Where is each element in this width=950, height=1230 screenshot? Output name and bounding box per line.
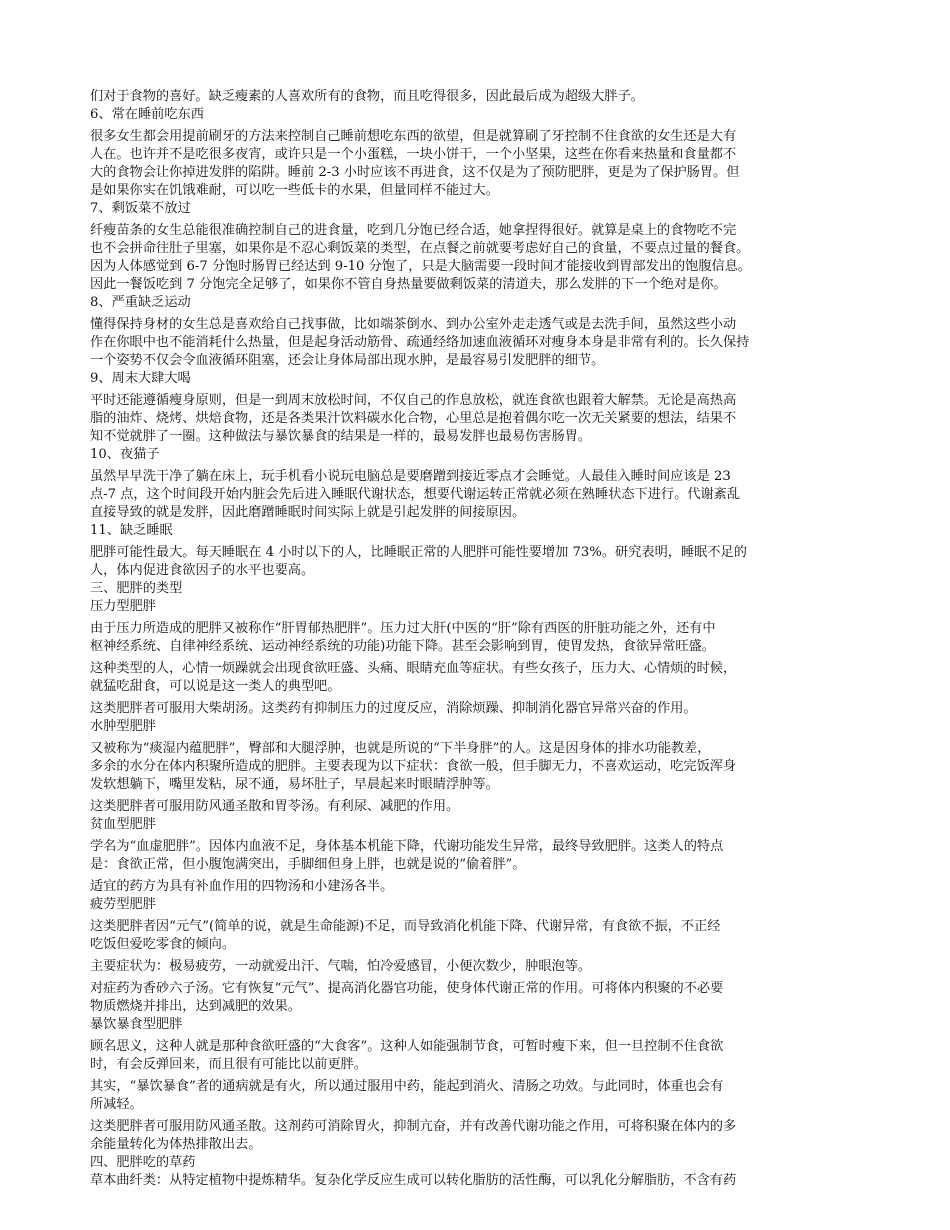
text-line: 大的食物会让你掉进发胖的陷阱。睡前 2-3 小时应该不再进食，这不仅是为了预防肥胖，更是为了保护肠胃。但 (90, 165, 740, 180)
text-line: 余能量转化为体热排散出去。 (90, 1137, 262, 1152)
text-line: 多余的水分在体内积聚所造成的肥胖。主要表现为以下症状：食欲一般，但手脚无力，不喜欢运动，吃完饭浑身 (90, 759, 737, 774)
text-line: 9、周末大肆大喝 (90, 371, 191, 386)
text-line: 就猛吃甜食，可以说是这一类人的典型吧。 (90, 679, 341, 694)
text-line: 纤瘦苗条的女生总能很准确控制自己的进食量，吃到几分饱已经合适，她拿捏得很好。就算是桌上的食物吃不完 (90, 223, 737, 238)
text-line: 暴饮暴食型肥胖 (90, 1017, 183, 1032)
text-line: 学名为“血虚肥胖”。因体内血液不足，身体基本机能下降，代谢功能发生异常，最终导致肥胖。这类人的特点 (90, 839, 724, 854)
text-line: 也不会拼命往肚子里塞，如果你是不忍心剩饭菜的类型，在点餐之前就要考虑好自己的食量，不要点过量的餐食。 (90, 241, 750, 256)
document-page (90, 88, 860, 1190)
text-line: 这种类型的人，心情一烦躁就会出现食欲旺盛、头痛、眼睛充血等症状。有些女孩子，压力大、心情烦的时候， (90, 661, 737, 676)
text-line: 脂的油炸、烧烤、烘焙食物，还是各类果汁饮料碳水化合物，心里总是抱着偶尔吃一次无关紧要的想法，结果不 (90, 411, 737, 426)
text-line: 懂得保持身材的女生总是喜欢给自己找事做，比如端茶倒水、到办公室外走走透气或是去洗手间，虽然这些小动 (90, 317, 737, 332)
text-line: 很多女生都会用提前刷牙的方法来控制自己睡前想吃东西的欲望，但是就算刷了牙控制不住食欲的女生还是大有 (90, 129, 737, 144)
text-line: 其实，“暴饮暴食”者的通病就是有火，所以通过服用中药，能起到消火、清肠之功效。与此同时，体重也会有 (90, 1079, 724, 1094)
text-line: 11、缺乏睡眠 (90, 523, 173, 538)
text-line: 6、常在睡前吃东西 (90, 107, 204, 122)
text-line: 平时还能遵循瘦身原则，但是一到周末放松时间，不仅自己的作息放松，就连食欲也跟着大解禁。无论是高热高 (90, 393, 737, 408)
text-line: 枢神经系统、自律神经系统、运动神经系统的功能)功能下降。甚至会影响到胃，使胃发热，食欲异常旺盛。 (90, 639, 715, 654)
text-line: 三、肥胖的类型 (90, 581, 183, 596)
text-line: 人，体内促进食欲因子的水平也要高。 (90, 563, 315, 578)
text-line: 7、剩饭菜不放过 (90, 201, 191, 216)
text-line: 这类肥胖者因“元气”(简单的说，就是生命能源)不足，而导致消化机能下降、代谢异常，有食欲不振，不正经 (90, 919, 721, 934)
text-line: 又被称为“痰湿内蕴肥胖”，臀部和大腿浮肿，也就是所说的“下半身胖”的人。这是因身体的排水功能教差， (90, 741, 711, 756)
text-line: 水肿型肥胖 (90, 719, 156, 734)
text-line: 由于压力所造成的肥胖又被称作“肝胃郁热肥胖”。压力过大肝(中医的“肝”除有西医的肝脏功能之外，还有中 (90, 621, 716, 636)
text-line: 知不觉就胖了一圈。这种做法与暴饮暴食的结果是一样的，最易发胖也最易伤害肠胃。 (90, 429, 592, 444)
text-line: 这类肥胖者可服用大柴胡汤。这类药有抑制压力的过度反应，消除烦躁、抑制消化器官异常兴奋的作用。 (90, 701, 697, 716)
text-line: 这类肥胖者可服用防风通圣散和胃苓汤。有利尿、减肥的作用。 (90, 799, 460, 814)
text-line: 点-7 点，这个时间段开始内脏会先后进入睡眠代谢状态，想要代谢运转正常就必须在熟睡状态下进行。代谢紊乱 (90, 487, 741, 502)
text-line: 这类肥胖者可服用防风通圣散。这剂药可消除胃火，抑制亢奋，并有改善代谢功能之作用，可将积聚在体内的多 (90, 1119, 737, 1134)
text-line: 物质燃烧并排出，达到减肥的效果。 (90, 999, 301, 1014)
text-line: 8、严重缺乏运动 (90, 295, 191, 310)
text-line: 疲劳型肥胖 (90, 897, 156, 912)
text-line: 四、肥胖吃的草药 (90, 1155, 196, 1170)
text-line: 适宜的药方为具有补血作用的四物汤和小建汤各半。 (90, 879, 394, 894)
text-line: 一个姿势不仅会令血液循环阻塞，还会让身体局部出现水肿，是最容易引发肥胖的细节。 (90, 353, 605, 368)
text-line: 10、夜猫子 (90, 447, 160, 462)
text-line: 发软想躺下，嘴里发粘，尿不通，易坏肚子，早晨起来时眼睛浮肿等。 (90, 777, 499, 792)
text-line: 所减轻。 (90, 1097, 143, 1112)
text-line: 贫血型肥胖 (90, 817, 156, 832)
text-line: 时，有会反弹回来，而且很有可能比以前更胖。 (90, 1057, 367, 1072)
text-line: 草本曲纤类：从特定植物中提炼精华。复杂化学反应生成可以转化脂肪的活性酶，可以乳化分解脂肪，不含有药 (90, 1173, 737, 1188)
text-line: 直接导致的就是发胖，因此磨蹭睡眠时间实际上就是引起发胖的间接原因。 (90, 505, 526, 520)
text-line: 因此一餐饭吃到 7 分饱完全足够了，如果你不管自身热量要做剩饭菜的清道夫，那么发胖的下一个绝对是你。 (90, 277, 727, 292)
text-line: 对症药为香砂六子汤。它有恢复“元气”、提高消化器官功能，使身体代谢正常的作用。可将体内积聚的不必要 (90, 981, 724, 996)
text-line: 虽然早早洗干净了躺在床上，玩手机看小说玩电脑总是要磨蹭到接近零点才会睡觉。人最佳入睡时间应该是 23 (90, 469, 731, 484)
text-line: 主要症状为：极易疲劳，一动就爱出汗、气喘，怕冷爱感冒，小便次数少，肿眼泡等。 (90, 959, 592, 974)
text-line: 是：食欲正常，但小腹饱满突出，手脚细但身上胖，也就是说的“偷着胖”。 (90, 857, 526, 872)
text-line: 压力型肥胖 (90, 599, 156, 614)
text-line: 顾名思义，这种人就是那种食欲旺盛的“大食客”。这种人如能强制节食，可暂时瘦下来，但一旦控制不住食欲 (90, 1039, 724, 1054)
text-line: 人在。也许并不是吃很多夜宵，或许只是一个小蛋糕，一块小饼干，一个小坚果，这些在你看来热量和食量都不 (90, 147, 737, 162)
text-line: 是如果你实在饥饿难耐，可以吃一些低卡的水果，但量同样不能过大。 (90, 183, 499, 198)
text-line: 因为人体感觉到 6-7 分饱时肠胃已经达到 9-10 分饱了，只是大脑需要一段时间才能接收到胃部发出的饱腹信息。 (90, 259, 752, 274)
text-line: 作在你眼中也不能消耗什么热量，但是起身活动筋骨、疏通经络加速血液循环对瘦身本身是非常有利的。长久保持 (90, 335, 750, 350)
text-line: 们对于食物的喜好。缺乏瘦素的人喜欢所有的食物，而且吃得很多，因此最后成为超级大胖子。 (90, 89, 644, 104)
text-line: 肥胖可能性最大。每天睡眠在 4 小时以下的人，比睡眠正常的人肥胖可能性要增加 73%。研究表明，睡眠不足的 (90, 545, 747, 560)
text-line: 吃饭但爱吃零食的倾向。 (90, 937, 236, 952)
